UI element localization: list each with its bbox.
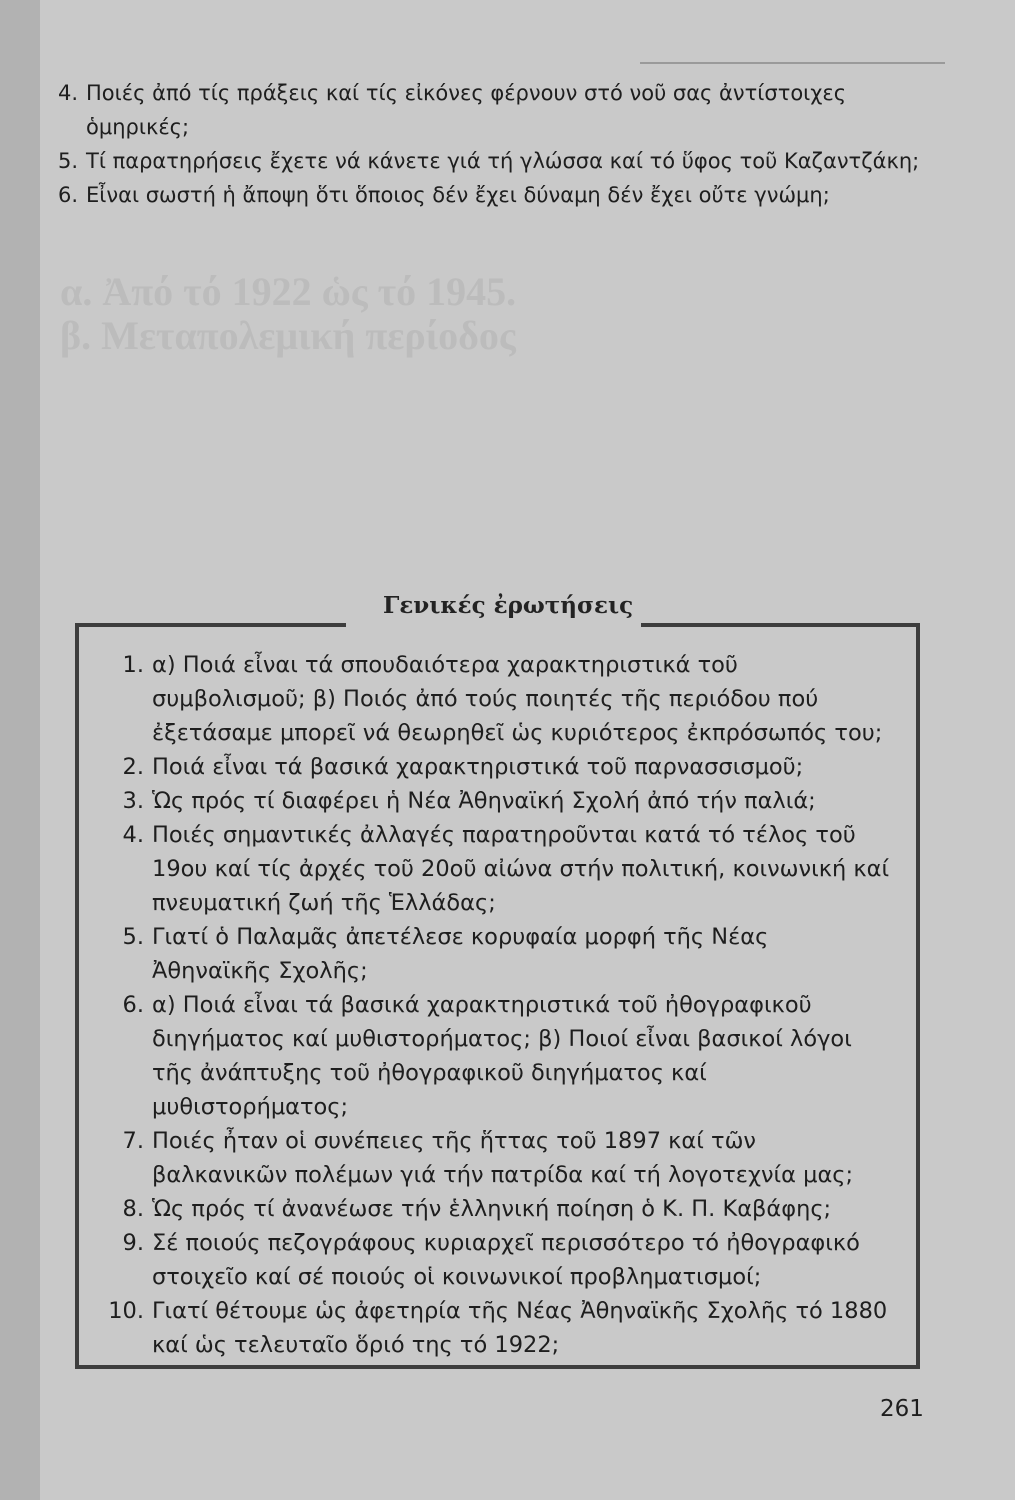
question-text: Γιατί θέτουμε ὡς ἀφετηρία τῆς Νέας Ἀθηναϊκῆς Σχολῆς τό 1880 καί ὡς τελευταῖο ὅριό της τό 1922;	[152, 1298, 888, 1358]
question-text: Τί παρατηρήσεις ἔχετε νά κάνετε γιά τή γλώσσα καί τό ὕφος τοῦ Καζαντζάκη;	[86, 149, 920, 173]
list-item	[58, 76, 928, 144]
question-text: Ποιές ἀπό τίς πράξεις καί τίς εἰκόνες φέρνουν στό νοῦ σας ἀντίστοιχες ὁμηρικές;	[86, 81, 847, 139]
question-number: 3.	[122, 788, 144, 814]
question-text: Ὡς πρός τί διαφέρει ἡ Νέα Ἀθηναϊκή Σχολή ἀπό τήν παλιά;	[152, 788, 816, 814]
question-number: 5.	[122, 924, 144, 950]
question-text: Ὡς πρός τί ἀνανέωσε τήν ἑλληνική ποίηση ὁ Κ. Π. Καβάφης;	[152, 1196, 832, 1222]
show-through-line-1: α. Ἀπό τό 1922 ὡς τό 1945.	[60, 269, 517, 314]
list-item	[58, 144, 928, 178]
question-number: 8.	[122, 1196, 144, 1222]
list-item	[58, 178, 928, 212]
list-item	[100, 1192, 890, 1226]
question-number: 2.	[122, 754, 144, 780]
section-title: Γενικές ἐρωτήσεις	[383, 592, 634, 619]
list-item	[100, 988, 890, 1124]
list-item	[100, 784, 890, 818]
general-questions-list	[100, 648, 890, 1362]
question-number: 5.	[58, 149, 79, 173]
question-number: 6.	[122, 992, 144, 1018]
show-through-line-2: β. Μεταπολεμική περίοδος	[60, 313, 516, 358]
list-item	[100, 648, 890, 750]
question-number: 9.	[122, 1230, 144, 1256]
question-number: 10.	[108, 1298, 144, 1324]
question-text: Ποιά εἶναι τά βασικά χαρακτηριστικά τοῦ παρνασσισμοῦ;	[152, 754, 804, 780]
question-text: Ποιές σημαντικές ἀλλαγές παρατηροῦνται κατά τό τέλος τοῦ 19ου καί τίς ἀρχές τοῦ 20οῦ αἰώνα στήν πολιτική, κοινωνική καί πνευματική ζωή τῆς Ἑλλάδας;	[152, 822, 890, 916]
list-item	[100, 1124, 890, 1192]
question-number: 4.	[122, 822, 144, 848]
list-item	[100, 818, 890, 920]
question-text: Ποιές ἦταν οἱ συνέπειες τῆς ἥττας τοῦ 1897 καί τῶν βαλκανικῶν πολέμων γιά τήν πατρίδα καί τή λογοτεχνία μας;	[152, 1128, 854, 1188]
question-text: Σέ ποιούς πεζογράφους κυριαρχεῖ περισσότερο τό ἠθογραφικό στοιχεῖο καί σέ ποιούς οἱ κοινωνικοί προβληματισμοί;	[152, 1230, 860, 1290]
top-rule	[640, 62, 945, 64]
list-item	[100, 920, 890, 988]
list-item	[100, 1226, 890, 1294]
page-number: 261	[880, 1396, 924, 1422]
top-questions-list	[58, 76, 928, 212]
list-item	[100, 1294, 890, 1362]
question-number: 7.	[122, 1128, 144, 1154]
question-number: 6.	[58, 183, 79, 207]
page-edge-shadow	[0, 0, 40, 1500]
question-text: Γιατί ὁ Παλαμᾶς ἀπετέλεσε κορυφαία μορφή τῆς Νέας Ἀθηναϊκῆς Σχολῆς;	[152, 924, 769, 984]
question-number: 4.	[58, 81, 79, 105]
question-number: 1.	[122, 652, 144, 678]
question-text: α) Ποιά εἶναι τά βασικά χαρακτηριστικά τοῦ ἠθογραφικοῦ διηγήματος καί μυθιστορήματος; β) Ποιοί εἶναι βασικοί λόγοι τῆς ἀνάπτυξης τοῦ ἠθογραφικοῦ διηγήματος καί μυθιστορήματος;	[152, 992, 852, 1120]
question-text: Εἶναι σωστή ἡ ἄποψη ὅτι ὅποιος δέν ἔχει δύναμη δέν ἔχει οὔτε γνώμη;	[86, 183, 830, 207]
list-item	[100, 750, 890, 784]
question-text: α) Ποιά εἶναι τά σπουδαιότερα χαρακτηριστικά τοῦ συμβολισμοῦ; β) Ποιός ἀπό τούς ποιητές τῆς περιόδου πού ἐξετάσαμε μπορεῖ νά θεωρηθεῖ ὡς κυριότερος ἐκπρόσωπός του;	[152, 652, 883, 746]
